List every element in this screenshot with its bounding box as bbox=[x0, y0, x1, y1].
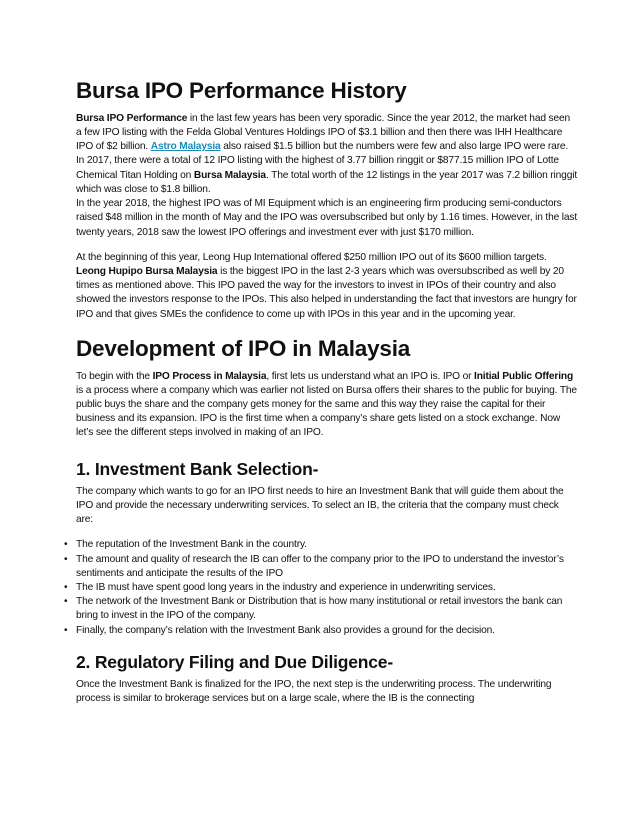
list-item-text: The amount and quality of research the IB can offer to the company prior to the IPO to understand the investor’s sentiments and anticipate the results of the IPO bbox=[76, 553, 564, 579]
bold-term: Leong Hupipo Bursa Malaysia bbox=[76, 265, 218, 277]
list-item bbox=[64, 581, 578, 595]
astro-malaysia-link[interactable]: Astro Malaysia bbox=[150, 141, 221, 153]
heading-regulatory-filing: 2. Regulatory Filing and Due Diligence- bbox=[76, 651, 393, 672]
paragraph-regulatory-filing: Once the Investment Bank is finalized for the IPO, the next step is the underwriting process. The underwriting process is similar to brokerage services but on a large scale, where the IB is the connecting bbox=[76, 678, 552, 705]
criteria-list bbox=[64, 538, 578, 637]
paragraph-ipo-performance bbox=[76, 112, 578, 197]
bullet-icon: • bbox=[64, 624, 68, 636]
text-run: At the beginning of this year, Leong Hup International offered $250 million IPO out of its $600 million targets. bbox=[76, 251, 547, 263]
text-run: , first lets us understand what an IPO is. IPO or bbox=[266, 370, 475, 382]
paragraph-2018-ipo: In the year 2018, the highest IPO was of MI Equipment which is an engineering firm producing semi-conductors raised $48 million in the month of May and the IPO was oversubscribed but only by 1.16 times. However, in the last twenty years, 2018 saw the lowest IPO offerings and investment ever with just $170 million. bbox=[76, 198, 578, 238]
list-item-text: The network of the Investment Bank or Distribution that is how many institutional or retail investors the bank can bring to invest in the IPO of the company. bbox=[76, 596, 563, 622]
bullet-icon: • bbox=[64, 596, 68, 608]
text-run: To begin with the bbox=[76, 370, 153, 382]
text-run: . The total worth of the 12 listings in the year 2017 was 7.2 billion ringgit which was close to $1.8 billion. bbox=[76, 169, 578, 195]
list-item-text: The reputation of the Investment Bank in the country. bbox=[76, 539, 307, 551]
list-item bbox=[64, 595, 578, 623]
list-item bbox=[64, 553, 578, 581]
paragraph-investment-bank: The company which wants to go for an IPO first needs to hire an Investment Bank that will guide them about the IPO and provide the necessary underwriting services. To select an IB, the criteria that the company must check are: bbox=[76, 485, 564, 526]
bold-term: Bursa IPO Performance bbox=[76, 112, 188, 124]
paragraph-leong-hup bbox=[76, 251, 578, 322]
text-run: also raised $1.5 billion but the numbers were few and also large IPO were rare. In 2017, there were a total of 12 IPO listing with the highest of 3.77 billion ringgit or $877.15 million IPO of Lotte Chemical Titan Holding on bbox=[76, 141, 569, 181]
bold-term: IPO Process in Malaysia bbox=[152, 370, 267, 382]
bold-term: Bursa Malaysia bbox=[193, 169, 266, 181]
bold-term: Initial Public Offering bbox=[474, 370, 574, 382]
list-item-text: Finally, the company’s relation with the Investment Bank also provides a ground for the decision. bbox=[76, 624, 495, 636]
paragraph-ipo-process bbox=[76, 370, 578, 441]
bullet-icon: • bbox=[64, 581, 68, 593]
list-item bbox=[64, 538, 578, 552]
list-item-text: The IB must have spent good long years in the industry and experience in underwriting services. bbox=[76, 581, 496, 593]
heading-development-of-ipo: Development of IPO in Malaysia bbox=[76, 335, 411, 361]
bullet-icon: • bbox=[64, 539, 68, 551]
text-run: in the last few years has been very sporadic. Since the year 2012, the market had seen a few IPO listing with the Felda Global Ventures Holdings IPO of $3.1 billion and then there was IHH Healthcare IPO of $2 billion. bbox=[76, 112, 571, 153]
text-run: is the biggest IPO in the last 2-3 years which was oversubscribed as well by 20 times as mentioned above. This IPO paved the way for the investors to invest in IPOs of their country and also showed the investors response to the IPOs. This also helped in understanding the fact that investors are hungry for IPO and that gives SMEs the confidence to come up with IPOs in this year and in the upcoming year. bbox=[76, 265, 577, 320]
heading-bursa-ipo-performance-history: Bursa IPO Performance History bbox=[76, 78, 407, 103]
list-item bbox=[64, 624, 578, 638]
heading-investment-bank-selection: 1. Investment Bank Selection- bbox=[76, 458, 319, 479]
text-run: is a process where a company which was earlier not listed on Bursa offers their shares to the public for buying. The public buys the share and the company gets money for the same and this way they raise the capital for their business and its expansion. IPO is the first time when a company’s share gets listed on a stock exchange. Now let’s see the different steps involved in making of an IPO. bbox=[76, 384, 577, 439]
bullet-icon: • bbox=[64, 553, 68, 565]
